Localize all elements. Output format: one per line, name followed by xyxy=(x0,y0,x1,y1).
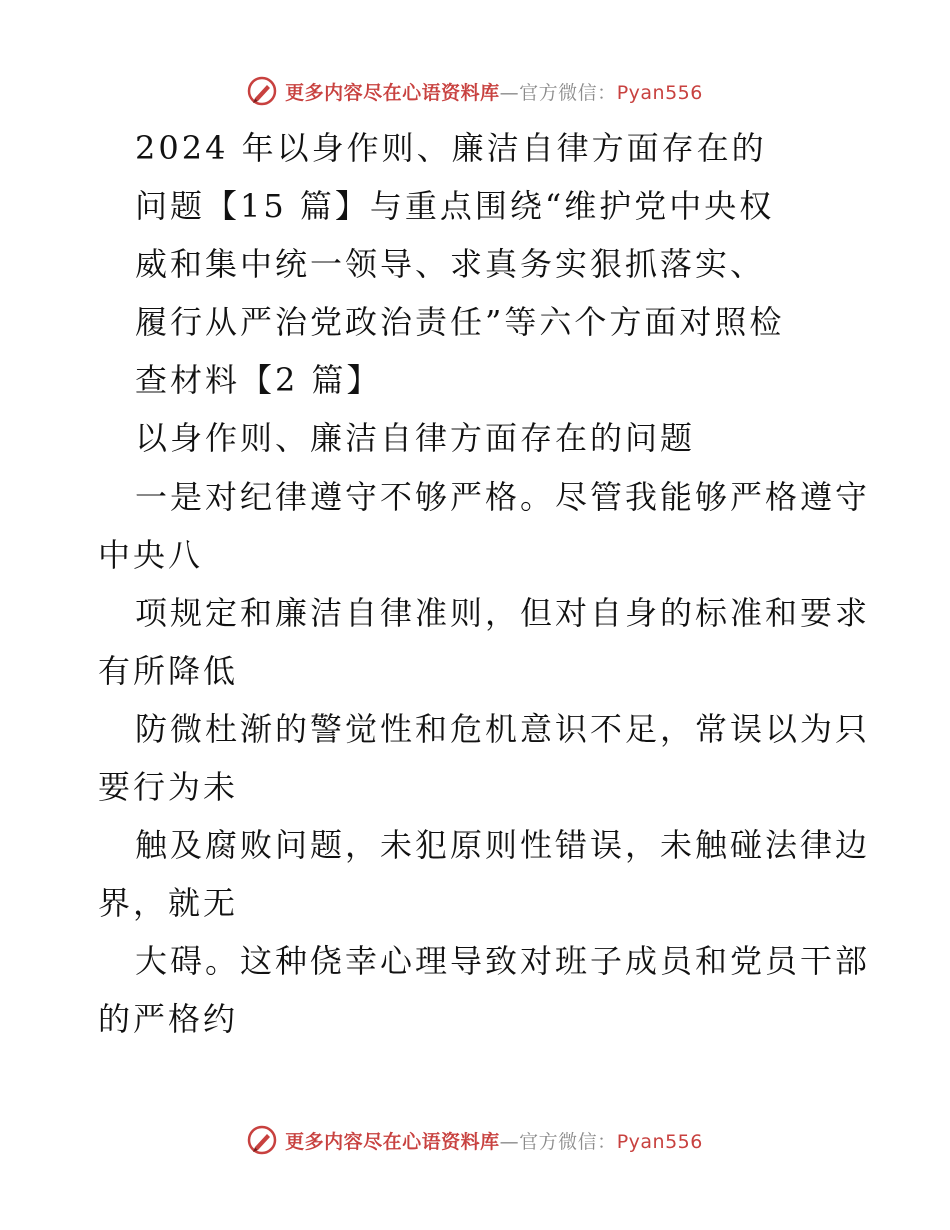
paragraph-line: 防微杜渐的警觉性和危机意识不足，常误以为只 xyxy=(135,710,871,748)
paragraph-line: 触及腐败问题，未犯原则性错误，未触碰法律边 xyxy=(135,826,871,864)
paragraph-line: 一是对纪律遵守不够严格。尽管我能够严格遵守 xyxy=(135,478,871,516)
watermark-dash: — xyxy=(499,1130,520,1153)
paragraph-line: 有所降低 xyxy=(98,652,239,690)
header-watermark xyxy=(0,74,950,108)
section-heading: 以身作则、廉洁自律方面存在的问题 xyxy=(135,419,696,457)
paragraph-line: 界，就无 xyxy=(98,884,239,922)
watermark-label: 官方微信： xyxy=(519,1130,617,1153)
watermark-brand: 更多内容尽在心语资料库 xyxy=(285,1130,500,1153)
title-line-3: 威和集中统一领导、求真务实狠抓落实、 xyxy=(135,245,766,283)
watermark-text xyxy=(285,78,703,105)
paragraph-line: 中央八 xyxy=(98,536,204,574)
pen-logo-icon xyxy=(247,76,277,106)
title-line-4: 履行从严治党政治责任”等六个方面对照检 xyxy=(135,303,785,341)
watermark-brand: 更多内容尽在心语资料库 xyxy=(285,81,500,104)
watermark-dash: — xyxy=(499,81,520,104)
footer-watermark xyxy=(0,1123,950,1157)
paragraph-line: 大碍。这种侥幸心理导致对班子成员和党员干部 xyxy=(135,942,871,980)
watermark-account: Pyan556 xyxy=(616,1130,703,1153)
pen-logo-icon xyxy=(247,1125,277,1155)
paragraph-line: 项规定和廉洁自律准则，但对自身的标准和要求 xyxy=(135,594,871,632)
title-line-5: 查材料【2 篇】 xyxy=(135,361,382,399)
paragraph-line: 要行为未 xyxy=(98,768,239,806)
watermark-text xyxy=(285,1127,703,1154)
title-line-2: 问题【15 篇】与重点围绕“维护党中央权 xyxy=(135,187,775,225)
watermark-label: 官方微信： xyxy=(519,81,617,104)
paragraph-line: 的严格约 xyxy=(98,1000,239,1038)
title-line-1: 2024 年以身作则、廉洁自律方面存在的 xyxy=(135,129,767,167)
watermark-account: Pyan556 xyxy=(616,81,703,104)
